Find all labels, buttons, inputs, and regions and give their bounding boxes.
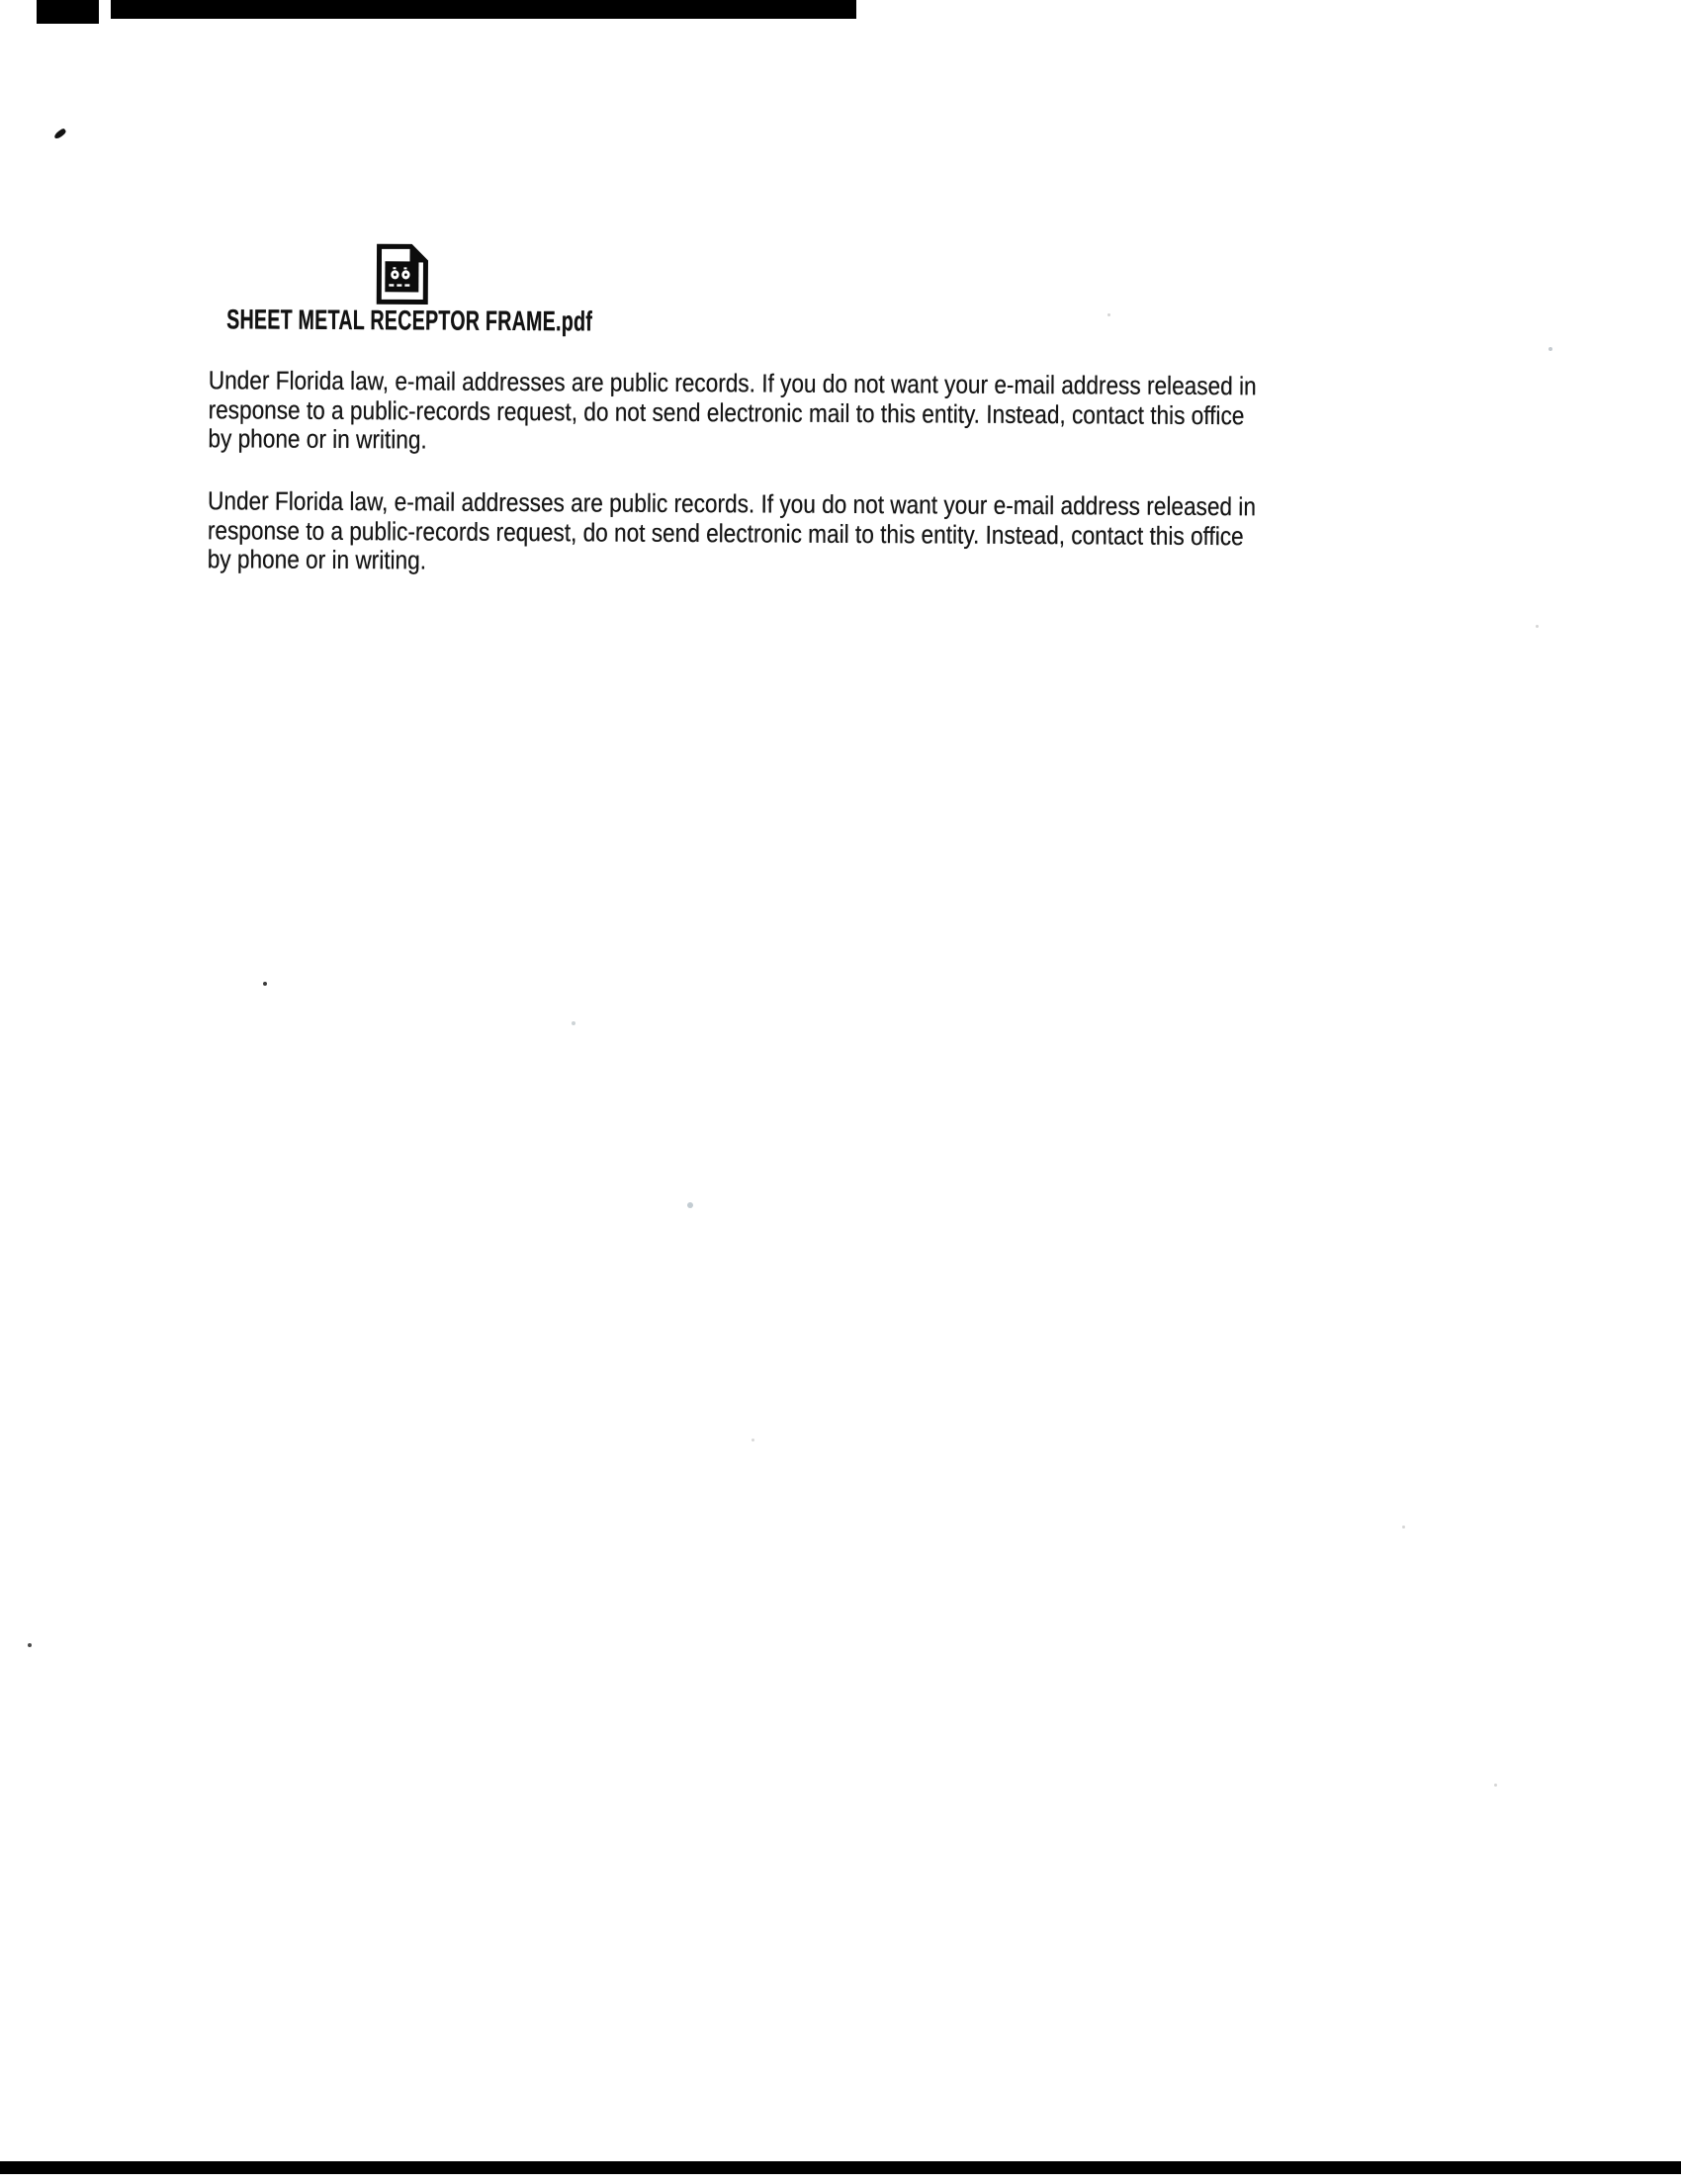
disclaimer-line: response to a public-records request, do not send electronic mail to this entity. Instead, contact this office (208, 393, 1245, 430)
disclaimer-paragraph-1 (208, 366, 1256, 460)
disclaimer-paragraph-2 (208, 486, 1256, 580)
stray-ink-mark (53, 128, 67, 139)
disclaimer-line: Under Florida law, e-mail addresses are public records. If you do not want your e-mail address released in (208, 485, 1257, 522)
disclaimer-line: by phone or in writing. (207, 544, 427, 575)
pdf-file-icon (375, 243, 429, 309)
attachment-filename: SHEET METAL RECEPTOR FRAME.pdf (226, 304, 593, 337)
disclaimer-line: by phone or in writing. (208, 423, 427, 455)
disclaimer-line: response to a public-records request, do not send electronic mail to this entity. Instead, contact this office (207, 514, 1244, 551)
disclaimer-line: Under Florida law, e-mail addresses are public records. If you do not want your e-mail address released in (208, 365, 1257, 401)
